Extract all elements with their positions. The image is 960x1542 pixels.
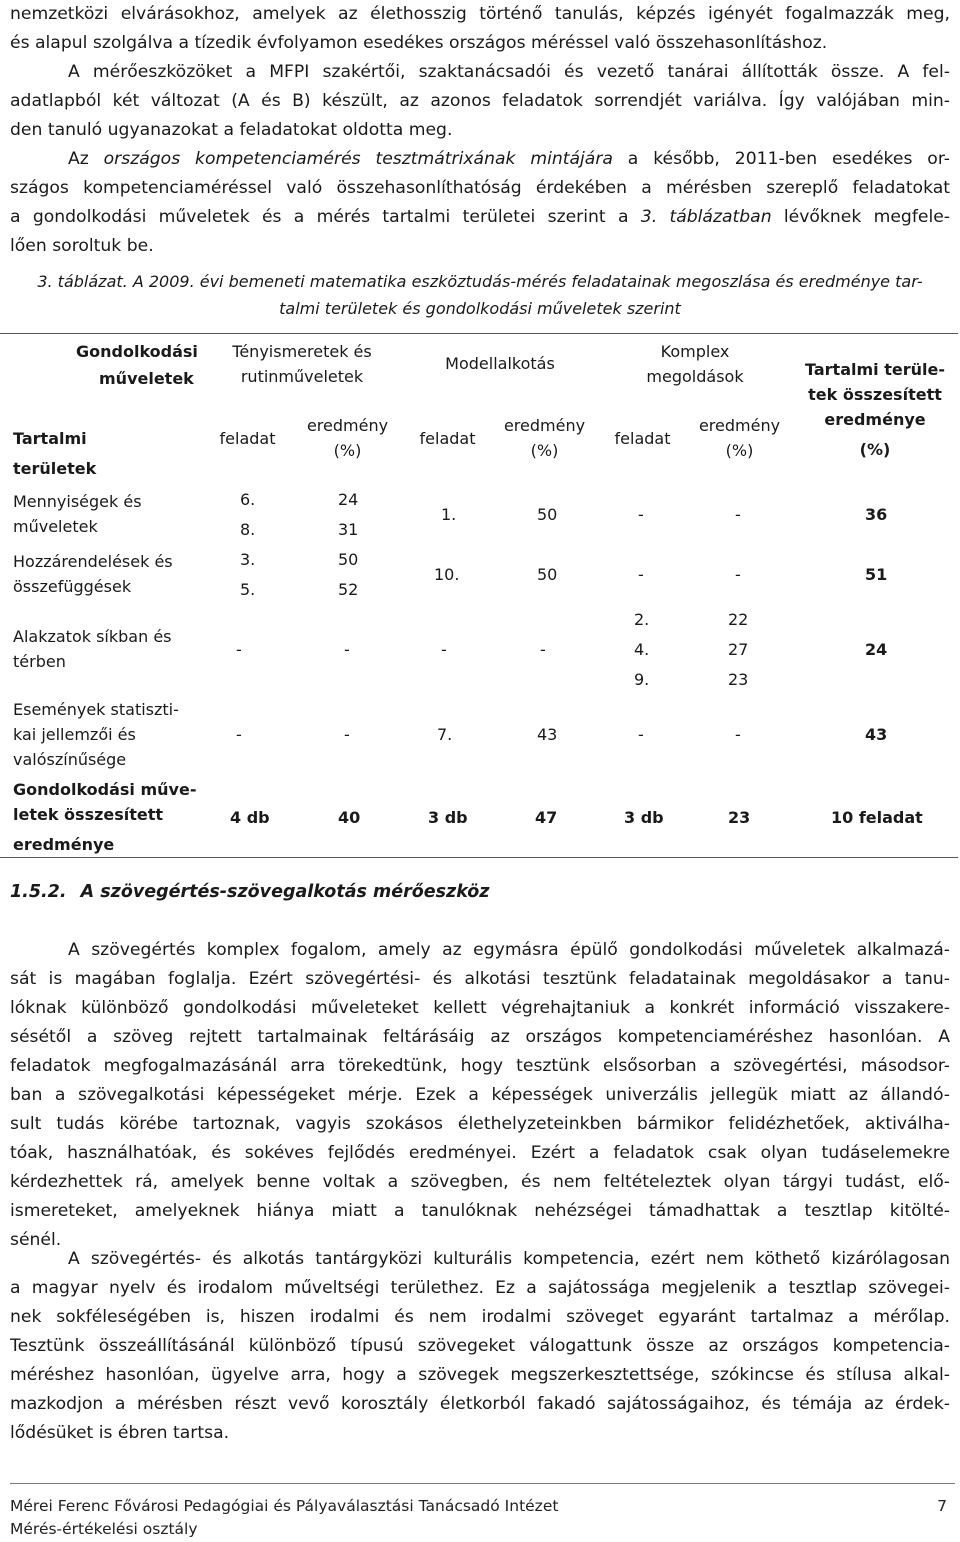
footer-institute: Mérei Ferenc Fővárosi Pedagógiai és Pályaválasztási Tanácsadó Intézet xyxy=(10,1497,559,1515)
summary-task-count: 4 db xyxy=(230,808,270,827)
row-label: Alakzatok síkban és xyxy=(13,627,172,646)
paragraph-line: méréshez hasonlóan, ügyelve arra, hogy a szövegek megszerkesztettsége, szókincse és stílusa alkal- xyxy=(10,1365,950,1385)
subheader-result: eredmény xyxy=(306,416,389,435)
paragraph-line: A szövegértés- és alkotás tantárgyközi kulturális kompetencia, ezért nem köthető kizárólagosan xyxy=(68,1249,950,1269)
paragraph-line: A szövegértés komplex fogalom, amely az egymásra épülő gondolkodási műveletek alkalmazá- xyxy=(68,940,950,960)
total-header: Tartalmi terüle- xyxy=(805,360,945,379)
paragraph-line: Az országos kompetenciamérés tesztmátrixának mintájára a később, 2011-ben esedékes or- xyxy=(68,149,950,169)
paragraph-line: lóknak különböző gondolkodási műveleteket kellett végrehajtaniuk a konkrét információ visszakere- xyxy=(10,998,950,1018)
paragraph-line: sésétől a szöveg rejtett tartalmainak feltárásáig az országos kompetenciaméréshez hasonlóan. A xyxy=(10,1027,950,1047)
task-number: 5. xyxy=(240,580,256,599)
result-value: 50 xyxy=(338,550,359,569)
reading-comprehension-paragraph xyxy=(10,936,950,1255)
row-label: Mennyiségek és xyxy=(13,492,142,511)
result-value: 27 xyxy=(728,640,749,659)
result-value: - xyxy=(344,725,350,744)
row-label: összefüggések xyxy=(13,577,132,596)
summary-label: eredménye xyxy=(13,835,115,854)
paragraph-line: a gondolkodási műveletek és a mérés tartalmi területei szerint a 3. táblázatban lévőknek megfele- xyxy=(10,207,950,227)
subheader-result: eredmény xyxy=(503,416,586,435)
group-header-facts: Tényismeretek és xyxy=(232,342,372,361)
row-label: Események statiszti- xyxy=(13,700,179,719)
page-number: 7 xyxy=(937,1497,947,1515)
task-number: 4. xyxy=(634,640,650,659)
paragraph-line: nek sokféleségében is, hiszen irodalmi és nem irodalmi szöveget egyaránt tartalmaz a mérőlap. xyxy=(10,1307,950,1327)
group-header-complex: megoldások xyxy=(646,367,744,386)
task-number: - xyxy=(638,725,644,744)
result-value: - xyxy=(540,640,546,659)
caption-line: talmi területek és gondolkodási műveletek szerint xyxy=(279,299,681,318)
group-header-complex: Komplex xyxy=(660,342,730,361)
table-reference: 3. táblázatban xyxy=(640,207,772,227)
task-number: 9. xyxy=(634,670,650,689)
italic-phrase: országos kompetenciamérés tesztmátrixának mintájára xyxy=(103,149,613,169)
result-value: 50 xyxy=(537,505,558,524)
caption-line: 3. táblázat. A 2009. évi bemeneti matematika eszköztudás-mérés feladatainak megoszlása és eredménye tar- xyxy=(37,272,923,291)
task-number: - xyxy=(638,505,644,524)
task-number: 7. xyxy=(437,725,453,744)
summary-task-count: 3 db xyxy=(428,808,468,827)
section-heading xyxy=(10,882,489,902)
group-header-facts: rutinműveletek xyxy=(240,367,364,386)
result-value: 23 xyxy=(728,670,749,689)
total-header-unit: (%) xyxy=(859,440,891,459)
task-number: 6. xyxy=(240,490,256,509)
result-value: 50 xyxy=(537,565,558,584)
subheader-result: eredmény xyxy=(698,416,781,435)
subheader-task: feladat xyxy=(419,429,476,448)
summary-total: 10 feladat xyxy=(831,808,923,827)
summary-label: letek összesített xyxy=(13,805,164,824)
section-title: A szövegértés-szövegalkotás mérőeszköz xyxy=(80,882,490,902)
subheader-result: (%) xyxy=(333,441,362,460)
task-number: 2. xyxy=(634,610,650,629)
intro-line: és alapul szolgálva a tízedik évfolyamon esedékes országos méréssel való összehasonlításhoz. xyxy=(10,33,828,53)
paragraph-line: adatlapból két változat (A és B) készült, az azonos feladatok sorrendjét variálva. Így valójában min- xyxy=(10,91,950,111)
paragraph-line: sult tudás körébe tartoznak, vagyis szokásos élethelyzeteinkben bármikor felidézhetőek, aktiválha- xyxy=(10,1114,950,1134)
footer-divider xyxy=(10,1483,955,1484)
group-header-modeling: Modellalkotás xyxy=(445,354,555,373)
results-table xyxy=(0,333,960,859)
corner-header-operations: Gondolkodási xyxy=(76,342,198,361)
result-value: - xyxy=(735,725,741,744)
paragraph-line: a magyar nyelv és irodalom műveltségi területhez. Ez a sajátossága megjelenik a tesztlap szövegei- xyxy=(10,1278,950,1298)
task-number: 10. xyxy=(434,565,460,584)
row-label: valószínűsége xyxy=(13,750,127,769)
row-total: 51 xyxy=(865,565,888,584)
paragraph-line: tóak, használhatóak, és sokéves fejlődés eredményei. Ezért a feladatok csak olyan tudáselemekre xyxy=(10,1143,950,1163)
paragraph-line: szágos kompetenciaméréssel való összehasonlíthatóság érdekében a mérésben szereplő feladatokat xyxy=(10,178,950,198)
task-number: 8. xyxy=(240,520,256,539)
paragraph-line: ismereteket, amelyeknek hiánya miatt a tanulóknak nehézségei támadhattak a tesztlap kitölté- xyxy=(10,1201,950,1221)
row-total: 36 xyxy=(865,505,888,524)
corner-header-areas: területek xyxy=(13,459,97,478)
task-number: - xyxy=(236,640,242,659)
matrix-paragraph xyxy=(10,145,950,261)
result-value: 31 xyxy=(338,520,359,539)
row-total: 24 xyxy=(865,640,888,659)
subheader-result: (%) xyxy=(725,441,754,460)
paragraph-line: Tesztünk összeállításánál különböző típusú szövegeket válogattunk össze az országos kompetencia- xyxy=(10,1336,950,1356)
total-header: eredménye xyxy=(824,410,926,429)
summary-task-count: 3 db xyxy=(624,808,664,827)
task-number: - xyxy=(638,565,644,584)
footer-department: Mérés-értékelési osztály xyxy=(10,1520,198,1538)
paragraph-line: lően soroltuk be. xyxy=(10,236,154,256)
paragraph-line: kérdezhettek rá, amelyek benne voltak a szövegben, és nem feltételeztek olyan tárgyi tudást, elő- xyxy=(10,1172,950,1192)
row-label: térben xyxy=(13,652,66,671)
subheader-task: feladat xyxy=(219,429,276,448)
paragraph-line: den tanuló ugyanazokat a feladatokat oldotta meg. xyxy=(10,120,453,140)
row-label: Hozzárendelések és xyxy=(13,552,173,571)
corner-header-areas: Tartalmi xyxy=(13,429,87,448)
instruments-paragraph xyxy=(10,58,950,145)
result-value: - xyxy=(344,640,350,659)
table-top-rule xyxy=(0,333,958,334)
task-number: 1. xyxy=(441,505,457,524)
result-value: 22 xyxy=(728,610,749,629)
row-label: kai jellemzői és xyxy=(13,725,136,744)
row-total: 43 xyxy=(865,725,888,744)
subheader-result: (%) xyxy=(530,441,559,460)
task-number: - xyxy=(441,640,447,659)
table-caption xyxy=(10,268,950,322)
section-number: 1.5.2. xyxy=(10,882,67,902)
summary-label: Gondolkodási műve- xyxy=(13,780,197,799)
result-value: - xyxy=(735,505,741,524)
intro-paragraph xyxy=(10,0,950,58)
table-bottom-rule xyxy=(0,857,958,858)
page-footer xyxy=(10,1495,955,1541)
paragraph-line: feladatok megfogalmazásánál arra törekedtünk, hogy tesztünk elsősorban a szövegértési, másodsor- xyxy=(10,1056,950,1076)
cultural-competence-paragraph xyxy=(10,1245,950,1448)
summary-result: 40 xyxy=(338,808,361,827)
paragraph-line: sát is magában foglalja. Ezért szövegértési- és alkotási tesztünk feladatainak megoldásakor a tanu- xyxy=(10,969,950,989)
task-number: - xyxy=(236,725,242,744)
paragraph-line: ban a szövegalkotási képességeket mérje. Ezek a képességek univerzális jellegük miatt az állandó- xyxy=(10,1085,950,1105)
paragraph-line: sénél. xyxy=(10,1230,62,1250)
result-value: 43 xyxy=(537,725,558,744)
result-value: - xyxy=(735,565,741,584)
summary-result: 47 xyxy=(535,808,558,827)
summary-result: 23 xyxy=(728,808,751,827)
corner-header-operations: műveletek xyxy=(99,369,194,388)
intro-line: nemzetközi elvárásokhoz, amelyek az élethosszig történő tanulás, képzés igényét fogalmazzák meg, xyxy=(10,4,950,24)
result-value: 24 xyxy=(338,490,359,509)
paragraph-line: A mérőeszközöket a MFPI szakértői, szaktanácsadói és vezető tanárai állították össze. A fel- xyxy=(68,62,950,82)
result-value: 52 xyxy=(338,580,359,599)
total-header: tek összesített xyxy=(808,385,942,404)
subheader-task: feladat xyxy=(614,429,671,448)
row-label: műveletek xyxy=(13,517,98,536)
paragraph-line: mazkodjon a mérésben részt vevő korosztály életkorból fakadó sajátosságaihoz, és témája az érdek- xyxy=(10,1394,950,1414)
paragraph-line: lődésüket is ébren tartsa. xyxy=(10,1423,230,1443)
task-number: 3. xyxy=(240,550,256,569)
